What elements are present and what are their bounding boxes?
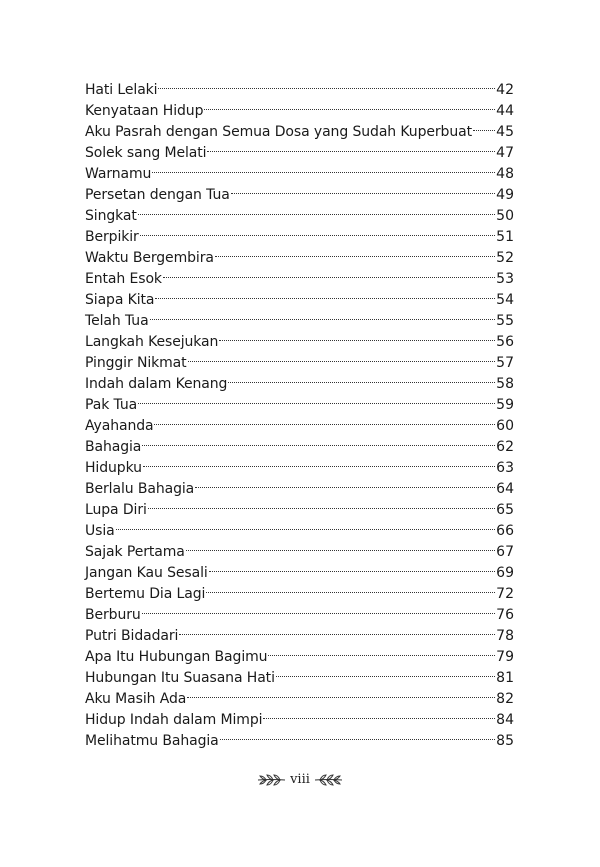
toc-entry-title: Aku Pasrah dengan Semua Dosa yang Sudah Kuperbuat [85, 124, 472, 140]
toc-entry-title: Persetan dengan Tua [85, 187, 230, 203]
toc-dot-leader [263, 703, 495, 724]
toc-entry-title: Waktu Bergembira [85, 250, 214, 266]
toc-dot-leader [143, 451, 495, 472]
toc-entry-title: Hati Lelaki [85, 82, 158, 98]
toc-dot-leader [116, 514, 495, 535]
toc-entry [85, 430, 514, 455]
toc-entry-page: 51 [496, 229, 514, 245]
laurel-left-icon [256, 773, 286, 787]
table-of-contents [85, 73, 514, 749]
toc-entry-page: 57 [496, 355, 514, 371]
toc-dot-leader [268, 640, 495, 661]
laurel-right-icon [314, 773, 344, 787]
toc-entry-title: Ayahanda [85, 418, 154, 434]
toc-dot-leader [204, 94, 495, 115]
toc-entry-title: Warnamu [85, 166, 152, 182]
toc-entry [85, 598, 514, 623]
toc-entry-title: Telah Tua [85, 313, 149, 329]
toc-entry-page: 45 [496, 124, 514, 140]
toc-dot-leader [206, 577, 495, 598]
toc-dot-leader [188, 346, 495, 367]
toc-entry-page: 52 [496, 250, 514, 266]
toc-entry-page: 62 [496, 439, 514, 455]
toc-entry-page: 53 [496, 271, 514, 287]
toc-entry-title: Berburu [85, 607, 141, 623]
toc-entry [85, 514, 514, 539]
toc-entry-page: 69 [496, 565, 514, 581]
toc-entry [85, 304, 514, 329]
toc-dot-leader [138, 388, 495, 409]
toc-dot-leader [152, 157, 495, 178]
toc-dot-leader [155, 283, 495, 304]
toc-dot-leader [163, 262, 495, 283]
toc-entry-title: Kenyataan Hidup [85, 103, 204, 119]
toc-dot-leader [473, 115, 495, 136]
toc-dot-leader [219, 325, 495, 346]
toc-entry-page: 78 [496, 628, 514, 644]
toc-dot-leader [142, 598, 495, 619]
toc-entry-page: 72 [496, 586, 514, 602]
toc-entry [85, 241, 514, 266]
toc-entry-title: Berpikir [85, 229, 139, 245]
toc-entry-page: 60 [496, 418, 514, 434]
toc-entry-title: Hubungan Itu Suasana Hati [85, 670, 275, 686]
toc-entry-title: Aku Masih Ada [85, 691, 187, 707]
toc-entry [85, 472, 514, 497]
toc-entry-page: 66 [496, 523, 514, 539]
toc-entry-page: 64 [496, 481, 514, 497]
toc-entry-page: 50 [496, 208, 514, 224]
toc-entry-title: Melihatmu Bahagia [85, 733, 219, 749]
toc-entry [85, 388, 514, 413]
toc-entry-page: 63 [496, 460, 514, 476]
toc-entry-title: Siapa Kita [85, 292, 155, 308]
toc-entry-title: Lupa Diri [85, 502, 147, 518]
toc-entry-title: Langkah Kesejukan [85, 334, 219, 350]
toc-entry-page: 58 [496, 376, 514, 392]
toc-dot-leader [148, 493, 495, 514]
toc-entry-page: 59 [496, 397, 514, 413]
toc-entry-title: Entah Esok [85, 271, 162, 287]
toc-entry [85, 325, 514, 350]
toc-entry-page: 85 [496, 733, 514, 749]
toc-entry [85, 199, 514, 224]
toc-entry [85, 409, 514, 434]
toc-entry-title: Indah dalam Kenang [85, 376, 228, 392]
toc-dot-leader [150, 304, 495, 325]
toc-entry-page: 44 [496, 103, 514, 119]
page-number: viii [290, 772, 310, 787]
toc-entry-title: Apa Itu Hubungan Bagimu [85, 649, 268, 665]
toc-dot-leader [209, 556, 495, 577]
toc-entry-page: 54 [496, 292, 514, 308]
toc-entry-page: 48 [496, 166, 514, 182]
toc-dot-leader [231, 178, 495, 199]
toc-dot-leader [215, 241, 495, 262]
toc-entry-title: Singkat [85, 208, 137, 224]
toc-entry-title: Bertemu Dia Lagi [85, 586, 206, 602]
toc-entry-page: 55 [496, 313, 514, 329]
toc-dot-leader [138, 199, 495, 220]
toc-dot-leader [207, 136, 495, 157]
toc-entry-title: Hidupku [85, 460, 142, 476]
toc-dot-leader [158, 73, 495, 94]
toc-entry [85, 73, 514, 98]
page-footer [0, 772, 600, 787]
toc-entry [85, 619, 514, 644]
toc-entry-page: 49 [496, 187, 514, 203]
toc-entry-title: Solek sang Melati [85, 145, 207, 161]
toc-entry [85, 451, 514, 476]
toc-dot-leader [187, 682, 495, 703]
toc-dot-leader [140, 220, 495, 241]
toc-entry-page: 42 [496, 82, 514, 98]
toc-dot-leader [220, 724, 495, 745]
toc-entry-title: Usia [85, 523, 115, 539]
toc-entry [85, 535, 514, 560]
toc-dot-leader [195, 472, 495, 493]
toc-entry-page: 67 [496, 544, 514, 560]
toc-dot-leader [276, 661, 495, 682]
toc-entry-page: 84 [496, 712, 514, 728]
toc-entry-title: Bahagia [85, 439, 142, 455]
toc-entry-title: Hidup Indah dalam Mimpi [85, 712, 263, 728]
toc-entry-page: 47 [496, 145, 514, 161]
toc-entry-title: Pak Tua [85, 397, 138, 413]
toc-entry-title: Pinggir Nikmat [85, 355, 187, 371]
toc-entry-title: Putri Bidadari [85, 628, 179, 644]
toc-dot-leader [179, 619, 495, 640]
toc-entry-page: 79 [496, 649, 514, 665]
toc-entry-page: 81 [496, 670, 514, 686]
toc-entry-title: Sajak Pertama [85, 544, 185, 560]
toc-dot-leader [142, 430, 495, 451]
toc-dot-leader [228, 367, 495, 388]
toc-entry-title: Jangan Kau Sesali [85, 565, 208, 581]
toc-entry-page: 82 [496, 691, 514, 707]
toc-entry-page: 76 [496, 607, 514, 623]
toc-dot-leader [154, 409, 495, 430]
toc-entry-page: 56 [496, 334, 514, 350]
toc-entry [85, 220, 514, 245]
toc-entry-title: Berlalu Bahagia [85, 481, 195, 497]
toc-entry [85, 493, 514, 518]
toc-dot-leader [186, 535, 495, 556]
toc-entry-page: 65 [496, 502, 514, 518]
